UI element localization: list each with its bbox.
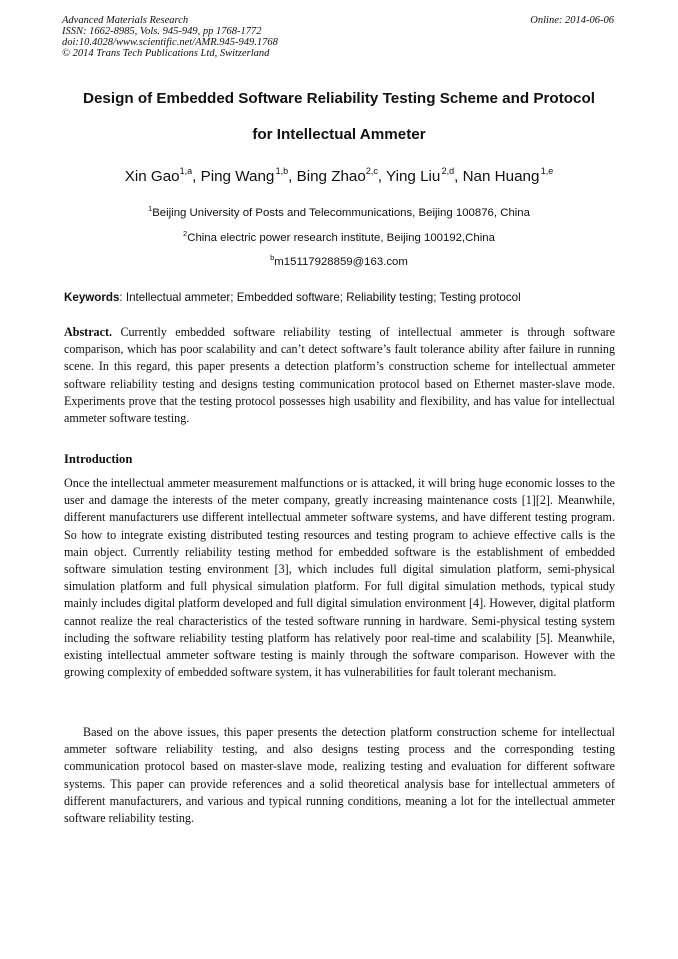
keywords-label: Keywords (64, 291, 120, 304)
affiliation-text: China electric power research institute, Beijing 100192,China (187, 231, 495, 244)
affiliation-2 (0, 229, 678, 244)
author-affiliation-mark: 1,a (179, 166, 193, 176)
journal-name: Advanced Materials Research (62, 15, 189, 26)
email-mark: b (270, 253, 275, 262)
abstract-label: Abstract. (64, 325, 113, 339)
section-heading-introduction: Introduction (64, 452, 133, 466)
keywords-text: : Intellectual ammeter; Embedded software; Reliability testing; Testing protocol (119, 291, 521, 304)
author-name: Nan Huang (462, 168, 540, 186)
affiliation-mark: 1 (148, 204, 153, 213)
affiliation-text: Beijing University of Posts and Telecommunications, Beijing 100876, China (152, 206, 530, 219)
paper-title-line-2: for Intellectual Ammeter (252, 126, 426, 143)
journal-header (62, 15, 278, 59)
paper-title-line-1: Design of Embedded Software Reliability Testing Scheme and Protocol (83, 90, 595, 107)
email-link[interactable]: m15117928859@163.com (274, 255, 408, 268)
introduction-paragraph-2: Based on the above issues, this paper presents the detection platform construction scheme for intellectual ammeter software reliability testing, and also designs testing process and the corresponding testing communication protocol based on master-slave mode, realizing testing and evaluation for different software systems. This paper can provide references and a solid theoretical analysis base for intellectual ammeters of different manufacturers, and various and typical running conditions, meaning a lot for the intellectual ammeter software reliability testing. (64, 725, 615, 826)
affiliation-mark: 2 (183, 229, 188, 238)
keywords-line (64, 291, 521, 304)
author-name: Xin Gao (124, 168, 180, 186)
abstract-text: Currently embedded software reliability testing of intellectual ammeter is through software comparison, which has poor scalability and can’t detect software’s fault tolerance ability after failure in running scene. In this regard, this paper presents a detection platform’s construction scheme for intellectual ammeter software reliability testing and designs testing communication protocol based on Ethernet master-slave mode. Experiments prove that the testing protocol possesses high usability and flexibility, and has value for intellectual ammeter software testing. (64, 325, 615, 426)
author-affiliation-mark: 2,d (441, 166, 455, 176)
introduction-paragraph-1: Once the intellectual ammeter measurement malfunctions or is attacked, it will bring huge economic losses to the user and damage the interests of the meter company, greatly increasing maintenance costs [1][2]. Meanwhile, different manufacturers use different intellectual ammeter software systems, and have different testing program. So how to integrate existing distributed testing resources and testing program to achieve effective calls is the main object. Currently reliability testing method for embedded software is the establishment of embedded software simulation testing environment [3], which includes full digital simulation platform, semi-physical simulation platform and full physical simulation platform. For full digital simulation methods, typical study mainly includes digital platform developed and full digital simulation environment [4]. However, digital platform cannot realize the real characteristics of the tested software running in hardware. Semi-physical testing system including the software reliability testing platform has relatively poor real-time and scalability [5]. Meanwhile, existing intellectual ammeter software testing is mainly through the software comparison. However with the growing complexity of embedded software system, it has vulnerabilities for fault tolerant mechanism. (64, 476, 615, 680)
author-name: Ying Liu (386, 168, 441, 186)
author-list: Xin Gao$^{1,a}$, Ping Wang $^{1,b}$, Bing Zhao$^{2,c}$, Ying Liu $^{2,d}$, Nan Huang $^{1,e}$ (124, 166, 554, 186)
issn-line: ISSN: 1662-8985, Vols. 945-949, pp 1768-1772 (62, 26, 262, 37)
doi-line[interactable]: doi:10.4028/www.scientific.net/AMR.945-949.1768 (62, 37, 278, 48)
author-name: Ping Wang (200, 168, 275, 186)
abstract-paragraph (64, 324, 615, 427)
author-affiliation-mark: 1,e (540, 166, 554, 176)
contact-email (0, 253, 678, 268)
author-affiliation-mark: 1,b (275, 166, 289, 176)
copyright-line: © 2014 Trans Tech Publications Ltd, Switzerland (62, 48, 270, 59)
affiliation-1 (0, 204, 678, 219)
author-affiliation-mark: 2,c (365, 166, 378, 176)
author-name: Bing Zhao (296, 168, 366, 186)
online-date: Online: 2014-06-06 (530, 15, 614, 26)
